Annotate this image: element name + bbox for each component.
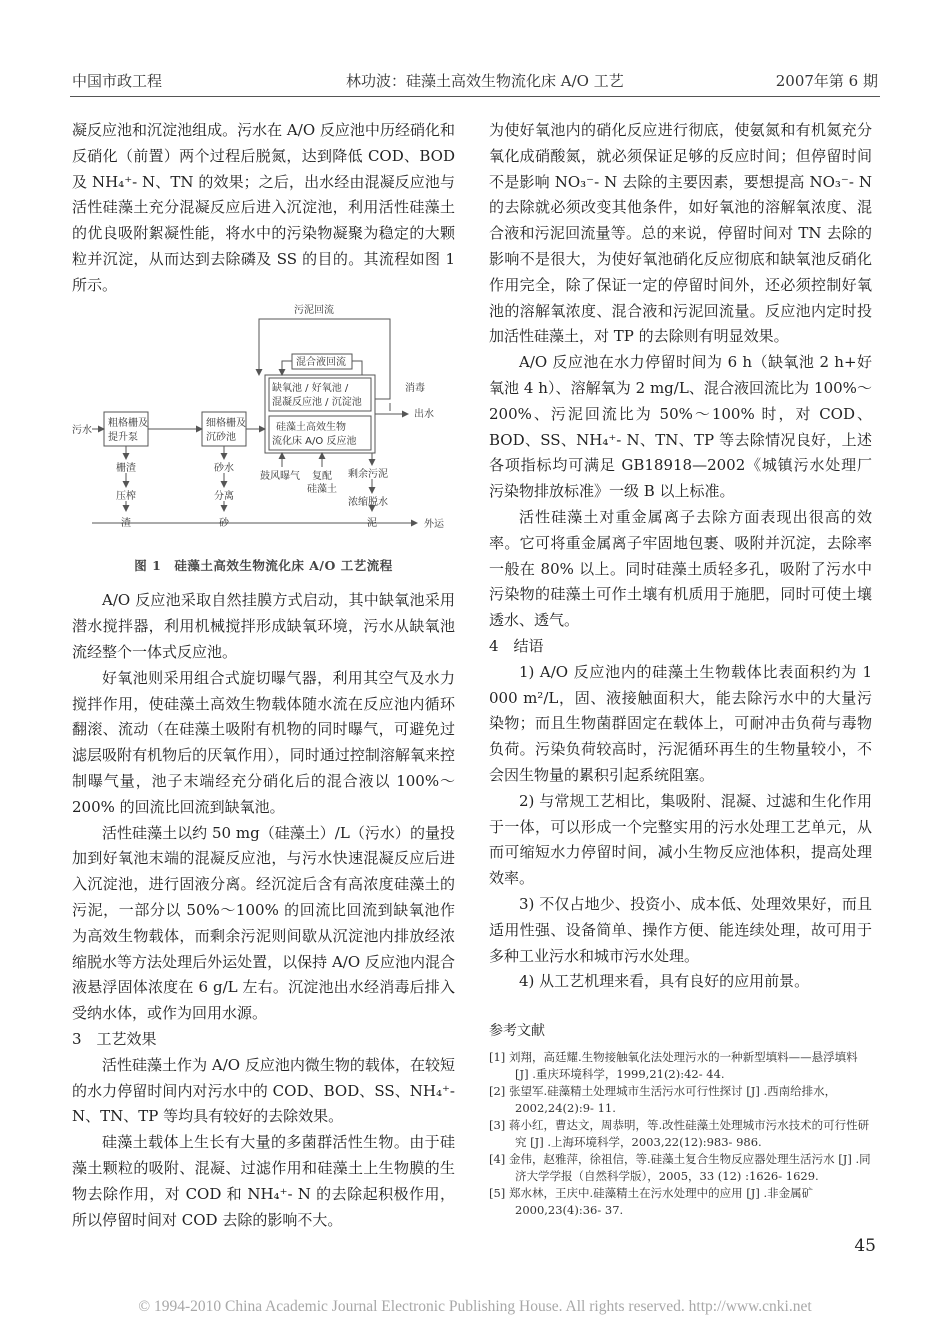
- header-rule: [70, 96, 880, 97]
- grit-water-label: 砂水: [214, 462, 234, 474]
- conclusion-item: 2) 与常规工艺相比，集吸附、混凝、过滤和生化作用于一体，可以形成一个完整实用的污水处理工艺单元，从而可缩短水力停留时间，减小生物反应池体积，提高处理效率。: [489, 791, 872, 888]
- mud-label: 泥: [367, 517, 377, 529]
- reactor-tanks-text-2: 混凝反应池 / 沉淀池: [272, 396, 362, 408]
- page-number: 45: [854, 1236, 876, 1256]
- process-flow-diagram: [72, 299, 455, 549]
- flow-diagram-svg: [72, 299, 455, 549]
- paragraph: 活性硅藻土作为 A/O 反应池内微生物的载体，在较短的水力停留时间内对污水中的 COD、BOD、SS、NH₄⁺- N、TN、TP 等均具有较好的去除效果。: [72, 1055, 455, 1126]
- fine-screen-text-2: 沉砂池: [206, 431, 236, 443]
- conclusion-item: 4) 从工艺机理来看，具有良好的应用前景。: [519, 972, 810, 991]
- sand-label: 砂: [219, 517, 229, 529]
- dewater-label: 浓缩脱水: [348, 496, 388, 508]
- slag-label: 渣: [121, 517, 131, 529]
- coarse-screen-text-2: 提升泵: [108, 431, 138, 443]
- separate-label: 分离: [214, 490, 234, 502]
- paragraph: 活性硅藻土以约 50 mg（硅藻土）/L（污水）的量投加到好氧池末端的混凝反应池，与污水快速混凝反应后进入沉淀池，进行固液分离。经沉淀后含有高浓度硅藻土的污泥，一部分以 50%～100% 的回流比回流到缺氧池作为高效生物载体，而剩余污泥则间歇从沉淀池内排放经浓缩脱水等方法处理后外运处置，以保持 A/O 反应池内混合液悬浮固体浓度在 6 g/L 左右。沉淀池出水经消毒后排入受纳水体，或作为回用水源。: [72, 823, 455, 1023]
- paragraph: 凝反应池和沉淀池组成。污水在 A/O 反应池中历经硝化和反硝化（前置）两个过程后脱氮，达到降低 COD、BOD 及 NH₄⁺- N、TN 的效果；之后，出水经由混凝反应池与活性硅藻土充分混凝反应后进入沉淀池，利用活性硅藻土的优良吸附絮凝性能，将水中的污染物凝聚为稳定的大颗粒并沉淀，从而达到去除磷及 SS 的目的。其流程如图 1 所示。: [72, 121, 455, 294]
- reference-item: [3] 蒋小红，曹达文，周恭明，等.改性硅藻土处理城市污水技术的可行性研究 [J] .上海环境科学，2003,22(12):983- 986.: [489, 1117, 870, 1149]
- paragraph: 硅藻土载体上生长有大量的多菌群活性生物。由于硅藻土颗粒的吸附、混凝、过滤作用和硅藻土上生物膜的生物去除作用，对 COD 和 NH₄⁺- N 的去除起积极作用，所以停留时间对 COD 去除的影响不大。: [72, 1133, 455, 1229]
- references-heading: 参考文献: [489, 1023, 545, 1040]
- disinfect-label: 消毒: [405, 382, 425, 394]
- section-heading: 3 工艺效果: [72, 1029, 157, 1048]
- paragraph: 好氧池则采用组合式旋切曝气器，利用其空气及水力搅拌作用，使硅藻土高效生物载体随水流在反应池内循环翻滚、流动（在硅藻土吸附有机物的同时曝气，可避免过滤层吸附有机物后的厌氧作用），同时通过控制溶解氧来控制曝气量，池子末端经充分硝化后的混合液以 100%～200% 的回流比回流到缺氧池。: [72, 668, 455, 816]
- compound-label: 复配: [312, 470, 332, 482]
- paragraph: 活性硅藻土对重金属离子去除方面表现出很高的效率。它可将重金属离子牢固地包裹、吸附并沉淀，去除率一般在 80% 以上。同时硅藻土质轻多孔，吸附了污水中污染物的硅藻土可作土壤有机质用于施肥，同时可使土壤透水、透气。: [489, 507, 872, 630]
- aoreactor-text: 硅藻土高效生物: [276, 421, 346, 433]
- paragraph: 为使好氧池内的硝化反应进行彻底，使氨氮和有机氮充分氧化成硝酸氮，就必须保证足够的反应时间；但停留时间不是影响 NO₃⁻- N 去除的主要因素，要想提高 NO₃⁻- N 的去除就必须改变其他条件，如好氧池的溶解氧浓度、混合液和污泥回流量等。总的来说，停留时间对 TN 去除的影响不是很大，为使好氧池硝化反应彻底和缺氧池反硝化作用完全，除了保证一定的停留时间外，还必须控制好氧池的溶解氧浓度、混合液和污泥回流量。反应池内定时投加活性硅藻土，对 TP 的去除则有明显效果。: [489, 121, 872, 346]
- paragraph: A/O 反应池在水力停留时间为 6 h（缺氧池 2 h+好氧池 4 h）、溶解氧为 2 mg/L、混合液回流比为 100%～200%、污泥回流比为 50%～100% 时，对 COD、BOD、SS、NH₄⁺- N、TN、TP 等去除情况良好，上述各项指标均可满足 GB18918—2002《城镇污水处理厂污染物排放标准》一级 B 以上标准。: [489, 353, 872, 501]
- export-label: 外运: [424, 518, 444, 530]
- fine-screen-text: 细格栅及: [206, 417, 246, 429]
- sludge-return-label: 污泥回流: [294, 304, 334, 316]
- coarse-screen-text: 粗格栅及: [108, 417, 148, 429]
- aoreactor-text-2: 流化床 A/O 反应池: [272, 435, 357, 447]
- screen-residue-label: 栅渣: [116, 462, 136, 474]
- issue-label: 2007年第 6 期: [775, 72, 878, 90]
- paragraph: A/O 反应池采取自然挂膜方式启动，其中缺氧池采用潜水搅拌器，利用机械搅拌形成缺氧环境，污水从缺氧池流经整个一体式反应池。: [72, 591, 455, 661]
- press-label: 压榨: [116, 490, 136, 502]
- aeration-label: 鼓风曝气: [260, 470, 300, 482]
- reference-item: [4] 金伟，赵雅萍，徐祖信，等.硅藻土复合生物反应器处理生活污水 [J] .同济大学学报（自然科学版），2005，33 (12) :1626- 1629.: [489, 1151, 871, 1183]
- outflow-label: 出水: [414, 408, 434, 420]
- excess-sludge-label: 剩余污泥: [348, 468, 388, 480]
- reference-item: [2] 张望军.硅藻精土处理城市生活污水可行性探讨 [J] .西南给排水，2002,24(2):9- 11.: [489, 1083, 837, 1115]
- figure-caption: 图 1 硅藻土高效生物流化床 A/O 工艺流程: [134, 557, 393, 573]
- section-heading: 4 结语: [489, 636, 544, 655]
- running-title: 林功波：硅藻土高效生物流化床 A/O 工艺: [346, 72, 624, 90]
- journal-name: 中国市政工程: [72, 72, 163, 90]
- compound-label-2: 硅藻土: [307, 483, 337, 495]
- conclusion-item: 1) A/O 反应池内的硅藻土生物载体比表面积约为 1 000 m²/L，固、液接触面积大，能去除污水中的大量污染物；而且生物菌群固定在载体上，可耐冲击负荷与毒物负荷。污染负荷较高时，污泥循环再生的生物量较小，不会因生物量的累积引起系统阻塞。: [489, 662, 872, 784]
- right-column: [489, 118, 872, 1219]
- conclusion-item: 3) 不仅占地少、投资小、成本低、处理效果好，而且适用性强、设备简单、操作方便、能连续处理，故可用于多种工业污水和城市污水处理。: [489, 894, 872, 965]
- inflow-label: 污水: [72, 424, 92, 436]
- copyright-footer: © 1994-2010 China Academic Journal Electronic Publishing House. All rights reserved. http://www.cnki.net: [138, 1298, 812, 1315]
- reactor-tanks-text: 缺氧池 / 好氧池 /: [272, 382, 349, 394]
- mixed-return-label: 混合液回流: [296, 356, 346, 368]
- reference-item: [1] 刘翔，高廷耀.生物接触氧化法处理污水的一种新型填料——悬浮填料 [J] .重庆环境科学，1999,21(2):42- 44.: [489, 1049, 858, 1081]
- left-column: [72, 118, 455, 1233]
- reference-item: [5] 郑水林，王庆中.硅藻精土在污水处理中的应用 [J] .非金属矿 2000,23(4):36- 37.: [489, 1185, 814, 1217]
